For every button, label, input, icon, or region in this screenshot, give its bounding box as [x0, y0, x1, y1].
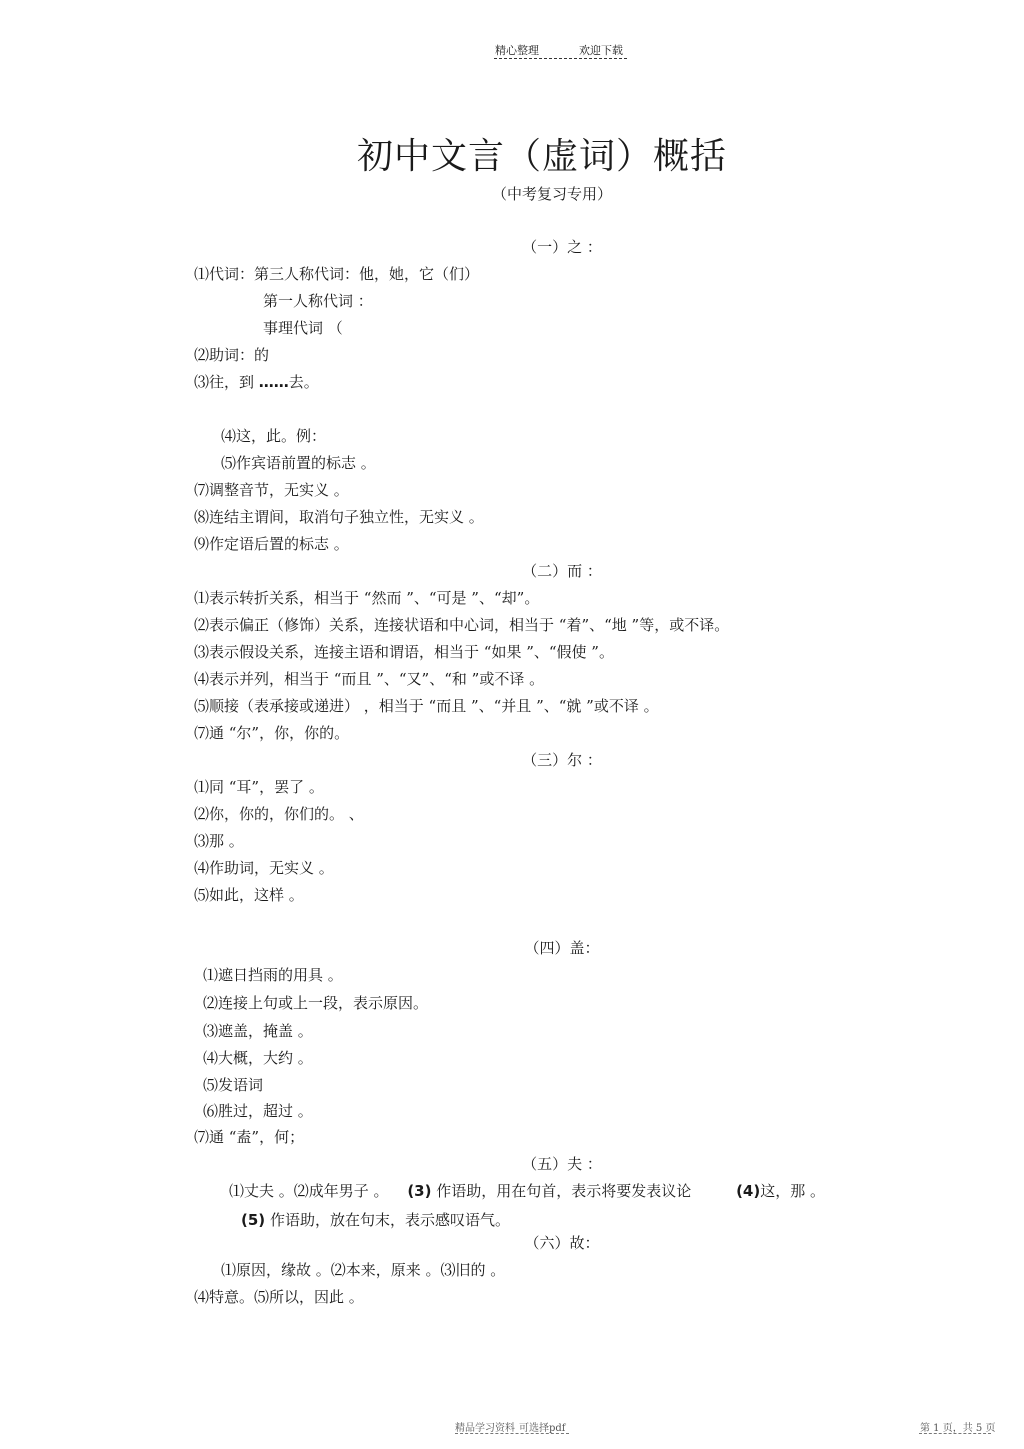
list-item: ⑴表示转折关系，相当于 “然而 ”、“可是 ”、“却”。	[194, 589, 540, 607]
list-item: ⑴原因，缘故 。⑵本来，原来 。⑶旧的 。	[221, 1261, 506, 1279]
list-item: ⑺通 “盍”，何；	[194, 1128, 305, 1146]
page-subtitle: （中考复习专用）	[491, 185, 612, 203]
list-item: ⑶表示假设关系，连接主语和谓语，相当于 “如果 ”、“假使 ”。	[194, 643, 614, 661]
list-item: ⑴遮日挡雨的用具 。	[203, 966, 343, 984]
list-item: ⑷大概，大约 。	[203, 1049, 313, 1067]
list-item: ⑴代词：第三人称代词：他，她，它（们）	[194, 265, 480, 283]
list-item: ⑶遮盖，掩盖 。	[203, 1022, 313, 1040]
section-heading-gai: （四）盖：	[524, 939, 600, 957]
footer-middle: 可选择pdf	[519, 1423, 566, 1434]
footer-divider	[919, 1433, 991, 1434]
list-item: 事理代词 （	[263, 319, 343, 337]
list-item: ⑶往，到 ……去。	[194, 373, 319, 391]
list-item: ⑺调整音节，无实义 。	[194, 481, 349, 499]
section-heading-fu: （五）夫 ：	[522, 1155, 602, 1173]
list-item: ⑼作定语后置的标志 。	[194, 535, 349, 553]
list-item: ⑷这，此。例：	[221, 427, 327, 445]
list-item: ⑷作助词，无实义 。	[194, 859, 334, 877]
list-item: ⑷表示并列，相当于 “而且 ”、“又”、“和 ”或不译 。	[194, 670, 545, 688]
list-item: ⑶那 。	[194, 832, 244, 850]
section-heading-er: （二）而 ：	[522, 562, 602, 580]
header-left: 精心整理	[495, 44, 539, 57]
list-item: ⑵表示偏正（修饰）关系，连接状语和中心词，相当于 “着”、“地 ”等，或不译。	[194, 616, 730, 634]
list-item: ⑸如此，这样 。	[194, 886, 304, 904]
section-heading-gu: （六）故：	[524, 1234, 600, 1252]
header-divider	[494, 58, 627, 59]
list-item: ⑹胜过，超过 。	[203, 1102, 313, 1120]
list-item: ⑸顺接（表承接或递进） ，相当于 “而且 ”、“并且 ”、“就 ”或不译 。	[194, 697, 659, 715]
list-item: ⑻连结主谓间，取消句子独立性，无实义 。	[194, 508, 484, 526]
list-item: (5) 作语助，放在句末，表示感叹语气。	[241, 1211, 510, 1229]
page-title: 初中文言（虚词）概括	[356, 136, 727, 177]
footer-divider	[455, 1433, 569, 1434]
footer-left: 精品学习资料	[455, 1423, 515, 1434]
section-heading-zhi: （一）之 ：	[522, 238, 602, 256]
footer-page-number: 第 1 页，共 5 页	[920, 1423, 996, 1434]
header-right: 欢迎下载	[579, 44, 623, 57]
list-item: ⑴同 “耳”，罢了 。	[194, 778, 324, 796]
list-item: ⑸作宾语前置的标志 。	[221, 454, 376, 472]
page-header	[495, 42, 623, 58]
list-item: ⑸发语词	[203, 1076, 264, 1094]
ellipsis: ……	[258, 373, 289, 391]
list-item: ⑵助词：的	[194, 346, 270, 364]
list-item: ⑵你，你的，你们的。 、	[194, 805, 364, 823]
list-item: ⑵连接上句或上一段，表示原因。	[203, 994, 429, 1012]
list-item: 第一人称代词 ：	[263, 292, 373, 310]
list-item: ⑺通 “尔”，你，你的。	[194, 724, 350, 742]
section-heading-er2: （三）尔 ：	[522, 751, 602, 769]
list-item: ⑷特意。⑸所以，因此 。	[194, 1288, 364, 1306]
list-item: ⑴丈夫 。⑵成年男子 。 (3) 作语助，用在句首，表示将要发表议论 (4)这，那 。	[229, 1182, 825, 1200]
